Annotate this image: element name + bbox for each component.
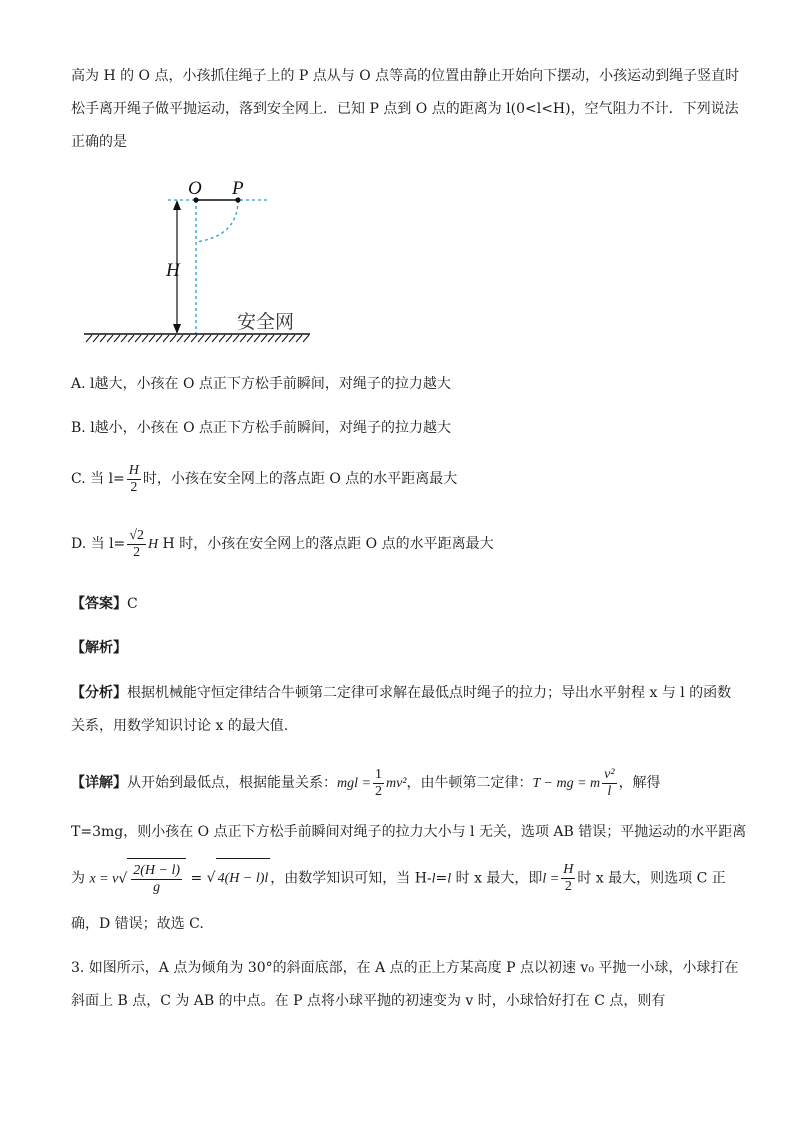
- detail-line-1: [71, 764, 661, 803]
- answer: [71, 594, 138, 614]
- detail-l3-c: =: [435, 870, 448, 887]
- q3-line-2: 斜面上 B 点，C 为 AB 的中点。在 P 点将小球平抛的初速变为 v 时，小球恰好打在 C 点，则有: [71, 993, 666, 1009]
- eq3-num: 2(H − l): [133, 862, 181, 878]
- label-p: P: [232, 178, 244, 199]
- arrow-head-top: [173, 200, 181, 210]
- swing-arc: [196, 200, 238, 242]
- answer-label: 【答案】: [71, 596, 127, 612]
- option-c-fraction: [127, 463, 141, 496]
- option-d-num: √2: [129, 527, 144, 543]
- option-d: [71, 525, 494, 564]
- eq1-den: 2: [374, 783, 382, 799]
- option-d-var: H: [147, 537, 159, 552]
- eq1-num: 1: [374, 766, 382, 782]
- eq1-right: mv²: [385, 776, 407, 791]
- detail-l3-b: ，由数学知识可知，当 H-: [270, 870, 432, 887]
- eq3-left: x = v: [89, 871, 119, 887]
- detail-label: 【详解】: [71, 775, 127, 791]
- option-d-prefix: D. 当 l=: [71, 536, 126, 552]
- eq3-fraction: [131, 863, 182, 896]
- fenxi-line-1: [71, 683, 731, 703]
- detail-l3-l: l: [431, 871, 436, 887]
- option-c-prefix: C. 当 l=: [71, 471, 125, 487]
- intro-line-3: 正确的是: [71, 134, 127, 150]
- option-d-suffix: H 时，小孩在安全网上的落点距 O 点的水平距离最大: [158, 536, 494, 552]
- eq2-den: l: [607, 783, 612, 799]
- option-d-fraction: [127, 528, 146, 561]
- intro-line-1: 高为 H 的 O 点，小孩抓住绳子上的 P 点从与 O 点等高的位置由静止开始向下摆动，小孩运动到绳子竖直时: [71, 68, 740, 84]
- eq3-den: g: [153, 879, 161, 895]
- eq4-fraction: [561, 862, 575, 895]
- detail-t3: ，解得: [618, 775, 661, 791]
- ground-hatch: [86, 335, 309, 342]
- pendulum-diagram: [80, 172, 320, 352]
- eq2-num: v²: [604, 766, 615, 782]
- detail-t1: 从开始到最低点，根据能量关系：: [127, 775, 337, 791]
- option-c-den: 2: [130, 479, 138, 495]
- eq3-mid: =: [190, 870, 203, 887]
- eq4-num: H: [563, 862, 574, 877]
- option-c-num: H: [128, 462, 139, 478]
- answer-value: C: [127, 596, 138, 612]
- label-o: O: [188, 178, 202, 199]
- eq3-sqrt: √ $\frac{2(H - l)}{g}$: [118, 858, 186, 899]
- eq4-den: 2: [564, 879, 572, 894]
- eq3-rad2: 4(H − l)l: [216, 858, 271, 899]
- detail-line-2: T=3mg，则小孩在 O 点正下方松手前瞬间对绳子的拉力大小与 l 无关，选项 AB 错误；平抛运动的水平距离: [71, 824, 747, 840]
- detail-l3-e: 时 x 最大，则选项 C 正: [577, 870, 726, 887]
- option-a: A. l越大，小孩在 O 点正下方松手前瞬间，对绳子的拉力越大: [71, 376, 451, 392]
- analysis-heading: 【解析】: [71, 640, 127, 656]
- eq1-left: mgl =: [337, 776, 371, 791]
- fenxi-text-1: 根据机械能守恒定律结合牛顿第二定律可求解在最低点时绳子的拉力；导出水平射程 x 与 l 的函数: [127, 685, 732, 701]
- eq3-sqrt2: √ 4(H − l)l: [207, 858, 271, 899]
- detail-l3-l2: l: [447, 871, 452, 887]
- fenxi-label: 【分析】: [71, 685, 127, 701]
- intro-line-2: 松手离开绳子做平抛运动，落到安全网上．已知 P 点到 O 点的距离为 l(0<l<H)，空气阻力不计．下列说法: [71, 101, 739, 117]
- option-c: [71, 462, 457, 496]
- eq2-fraction: [602, 767, 616, 800]
- label-net: 安全网: [237, 311, 295, 333]
- fenxi-line-2: 关系，用数学知识讨论 x 的最大值.: [71, 718, 289, 734]
- q3-line-1: 3. 如图所示，A 点为倾角为 30°的斜面底部，在 A 点的正上方某高度 P 点以初速 v₀ 平抛一小球，小球打在: [71, 960, 739, 976]
- detail-l3-d: 时 x 最大，即: [451, 870, 543, 887]
- eq4-left: l =: [542, 871, 560, 887]
- eq2-left: T − mg = m: [532, 776, 601, 791]
- detail-l3-a: 为: [71, 870, 85, 887]
- label-h: H: [166, 260, 180, 281]
- option-c-suffix: 时，小孩在安全网上的落点距 O 点的水平距离最大: [142, 471, 458, 487]
- arrow-head-bottom: [173, 324, 181, 334]
- eq1-fraction: [373, 767, 384, 800]
- option-d-den: 2: [133, 544, 141, 560]
- option-b: B. l越小，小孩在 O 点正下方松手前瞬间，对绳子的拉力越大: [71, 420, 452, 436]
- detail-line-3: [71, 858, 726, 900]
- detail-line-4: 确，D 错误；故选 C.: [71, 916, 204, 932]
- detail-t2: ，由牛顿第二定律：: [406, 775, 533, 791]
